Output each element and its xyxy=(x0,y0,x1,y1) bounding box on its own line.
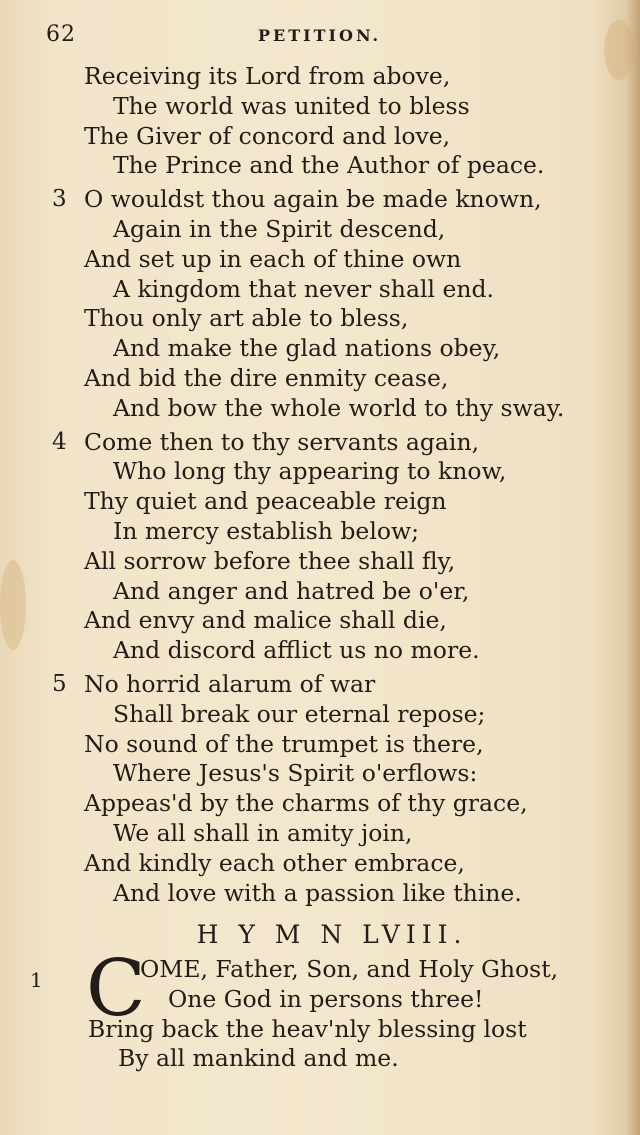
hymn-stanzas xyxy=(0,62,640,908)
verse-line xyxy=(0,849,640,879)
verse-line-text: Where Jesus's Spirit o'erflows: xyxy=(113,759,478,788)
verse-line xyxy=(0,789,640,819)
verse-line xyxy=(0,1044,640,1074)
verse-line xyxy=(0,577,640,607)
verse-line-text: Again in the Spirit descend, xyxy=(113,214,446,243)
verse-line xyxy=(0,1015,640,1045)
verse-line xyxy=(0,547,640,577)
verse-number: 1 xyxy=(30,968,43,992)
verse-line-text: A kingdom that never shall end. xyxy=(113,274,495,303)
verse-line xyxy=(0,334,640,364)
verse-line-text: By all mankind and me. xyxy=(118,1044,399,1073)
verse-line-text: Appeas'd by the charms of thy grace, xyxy=(84,789,528,818)
verse-line-text: No sound of the trumpet is there, xyxy=(84,729,484,758)
verse-line-text: Receiving its Lord from above, xyxy=(84,62,451,90)
verse-line xyxy=(0,215,640,245)
verse-line xyxy=(0,428,640,458)
verse-line-text: We all shall in amity join, xyxy=(113,818,413,847)
verse-line xyxy=(0,636,640,666)
hymn-58-text xyxy=(0,955,640,1074)
verse-line xyxy=(0,304,640,334)
verse-line xyxy=(0,275,640,305)
verse-line-text: Who long thy appearing to know, xyxy=(113,457,507,486)
verse-number: 4 xyxy=(52,428,67,455)
verse-line xyxy=(0,185,640,215)
verse-line-text: The Giver of concord and love, xyxy=(84,121,451,150)
verse-line xyxy=(0,394,640,424)
verse-line xyxy=(0,955,640,985)
verse-number: 3 xyxy=(52,186,67,213)
verse-line-text: And envy and malice shall die, xyxy=(84,606,447,635)
drop-cap: C xyxy=(86,944,146,1034)
verse-line-text: And bow the whole world to thy sway. xyxy=(113,393,565,422)
verse-line xyxy=(0,879,640,909)
verse-line-text: And discord afflict us no more. xyxy=(113,636,480,665)
verse-line-text: No horrid alarum of war xyxy=(84,669,376,698)
verse-line-text: And kindly each other embrace, xyxy=(84,848,465,877)
verse-line xyxy=(0,819,640,849)
verse-line-text: In mercy establish below; xyxy=(113,516,420,545)
verse-line xyxy=(0,487,640,517)
verse-line xyxy=(0,122,640,152)
verse-line-text: Come then to thy servants again, xyxy=(84,427,480,456)
verse-line-text: One God in persons three! xyxy=(168,984,484,1013)
verse-number: 5 xyxy=(52,670,67,697)
verse-line xyxy=(0,670,640,700)
verse-line xyxy=(0,985,640,1015)
verse-line xyxy=(0,517,640,547)
verse-line xyxy=(0,364,640,394)
verse-line-text: O wouldst thou again be made known, xyxy=(84,185,542,214)
verse-line xyxy=(0,759,640,789)
verse-line-text: Thy quiet and peaceable reign xyxy=(84,487,447,516)
running-head: PETITION. xyxy=(258,26,382,45)
verse-line-text: And love with a passion like thine. xyxy=(113,878,522,907)
verse-line xyxy=(0,62,640,92)
verse-line-text: Thou only art able to bless, xyxy=(84,304,409,333)
verse-line-text: Bring back the heav'nly blessing lost xyxy=(88,1014,527,1043)
verse-line-text: Shall break our eternal repose; xyxy=(113,699,486,728)
page-header xyxy=(0,22,640,52)
verse-line xyxy=(0,151,640,181)
verse-line xyxy=(0,457,640,487)
verse-line-text: And make the glad nations obey, xyxy=(113,334,501,363)
hymn-title-text: H Y M N LVIII. xyxy=(196,920,468,949)
verse-line xyxy=(0,700,640,730)
page-number: 62 xyxy=(46,22,76,47)
verse-line-text: And set up in each of thine own xyxy=(84,244,462,273)
verse-line-text: And bid the dire enmity cease, xyxy=(84,363,449,392)
verse-line-text: The world was united to bless xyxy=(113,91,470,120)
verse-line xyxy=(0,92,640,122)
verse-line xyxy=(0,730,640,760)
verse-line xyxy=(0,606,640,636)
verse-line xyxy=(0,245,640,275)
verse-line-text: All sorrow before thee shall fly, xyxy=(84,546,456,575)
verse-line-text: And anger and hatred be o'er, xyxy=(113,576,470,605)
verse-line-text: The Prince and the Author of peace. xyxy=(113,151,545,180)
verse-line-text: OME, Father, Son, and Holy Ghost, xyxy=(140,955,559,983)
